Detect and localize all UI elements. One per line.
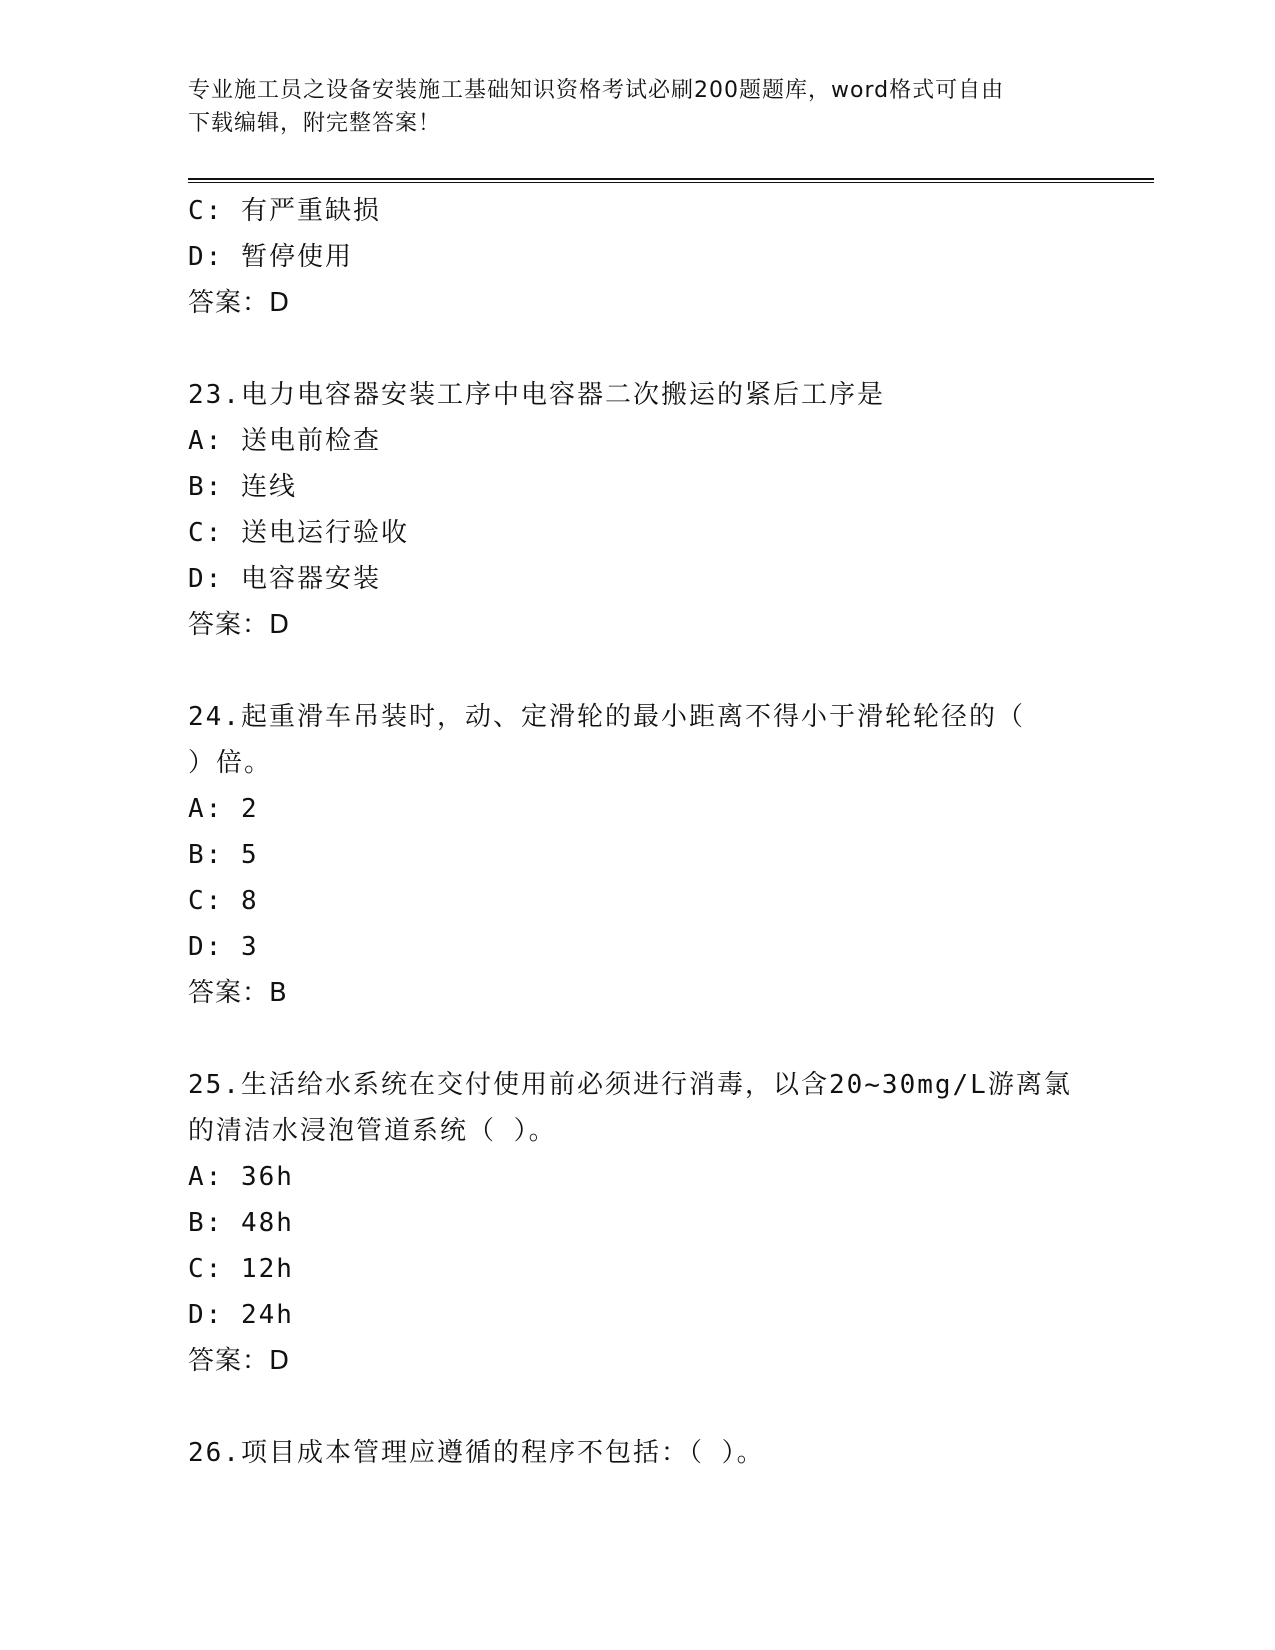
q23-option-b: B: 连线 [188,472,297,502]
q24-option-c: C: 8 [188,886,259,916]
spacer [188,1384,1088,1430]
q25-option-d: D: 24h [188,1300,294,1330]
question-list [188,188,1088,1476]
q22-option-c: C: 有严重缺损 [188,196,381,226]
document-header [188,74,1088,140]
q23-answer: 答案：D [188,610,291,640]
header-divider [188,178,1154,183]
q25-option-b: B: 48h [188,1208,294,1238]
q24-option-b: B: 5 [188,840,259,870]
q24-answer: 答案：B [188,978,288,1008]
q25-stem-continued: 的清洁水浸泡管道系统（ ）。 [188,1116,557,1146]
q22-option-d: D: 暂停使用 [188,242,353,272]
q24-stem: 24.起重滑车吊装时，动、定滑轮的最小距离不得小于滑轮轮径的（ [188,702,1025,732]
q24-stem-continued: ）倍。 [188,748,273,778]
q25-option-a: A: 36h [188,1162,294,1192]
spacer [188,1016,1088,1062]
q23-option-a: A: 送电前检查 [188,426,381,456]
q24-option-a: A: 2 [188,794,259,824]
q23-stem: 23.电力电容器安装工序中电容器二次搬运的紧后工序是 [188,380,885,410]
q23-option-d: D: 电容器安装 [188,564,381,594]
spacer [188,326,1088,372]
q22-answer: 答案：D [188,288,291,318]
header-line-2: 下载编辑，附完整答案！ [188,111,442,136]
header-line-1: 专业施工员之设备安装施工基础知识资格考试必刷200题题库，word格式可自由 [188,78,1005,103]
q24-option-d: D: 3 [188,932,259,962]
q25-stem: 25.生活给水系统在交付使用前必须进行消毒，以含20~30mg/L游离氯 [188,1070,1072,1100]
q25-option-c: C: 12h [188,1254,294,1284]
q23-option-c: C: 送电运行验收 [188,518,409,548]
q26-stem: 26.项目成本管理应遵循的程序不包括：（ ）。 [188,1438,765,1468]
spacer [188,648,1088,694]
q25-answer: 答案：D [188,1346,291,1376]
